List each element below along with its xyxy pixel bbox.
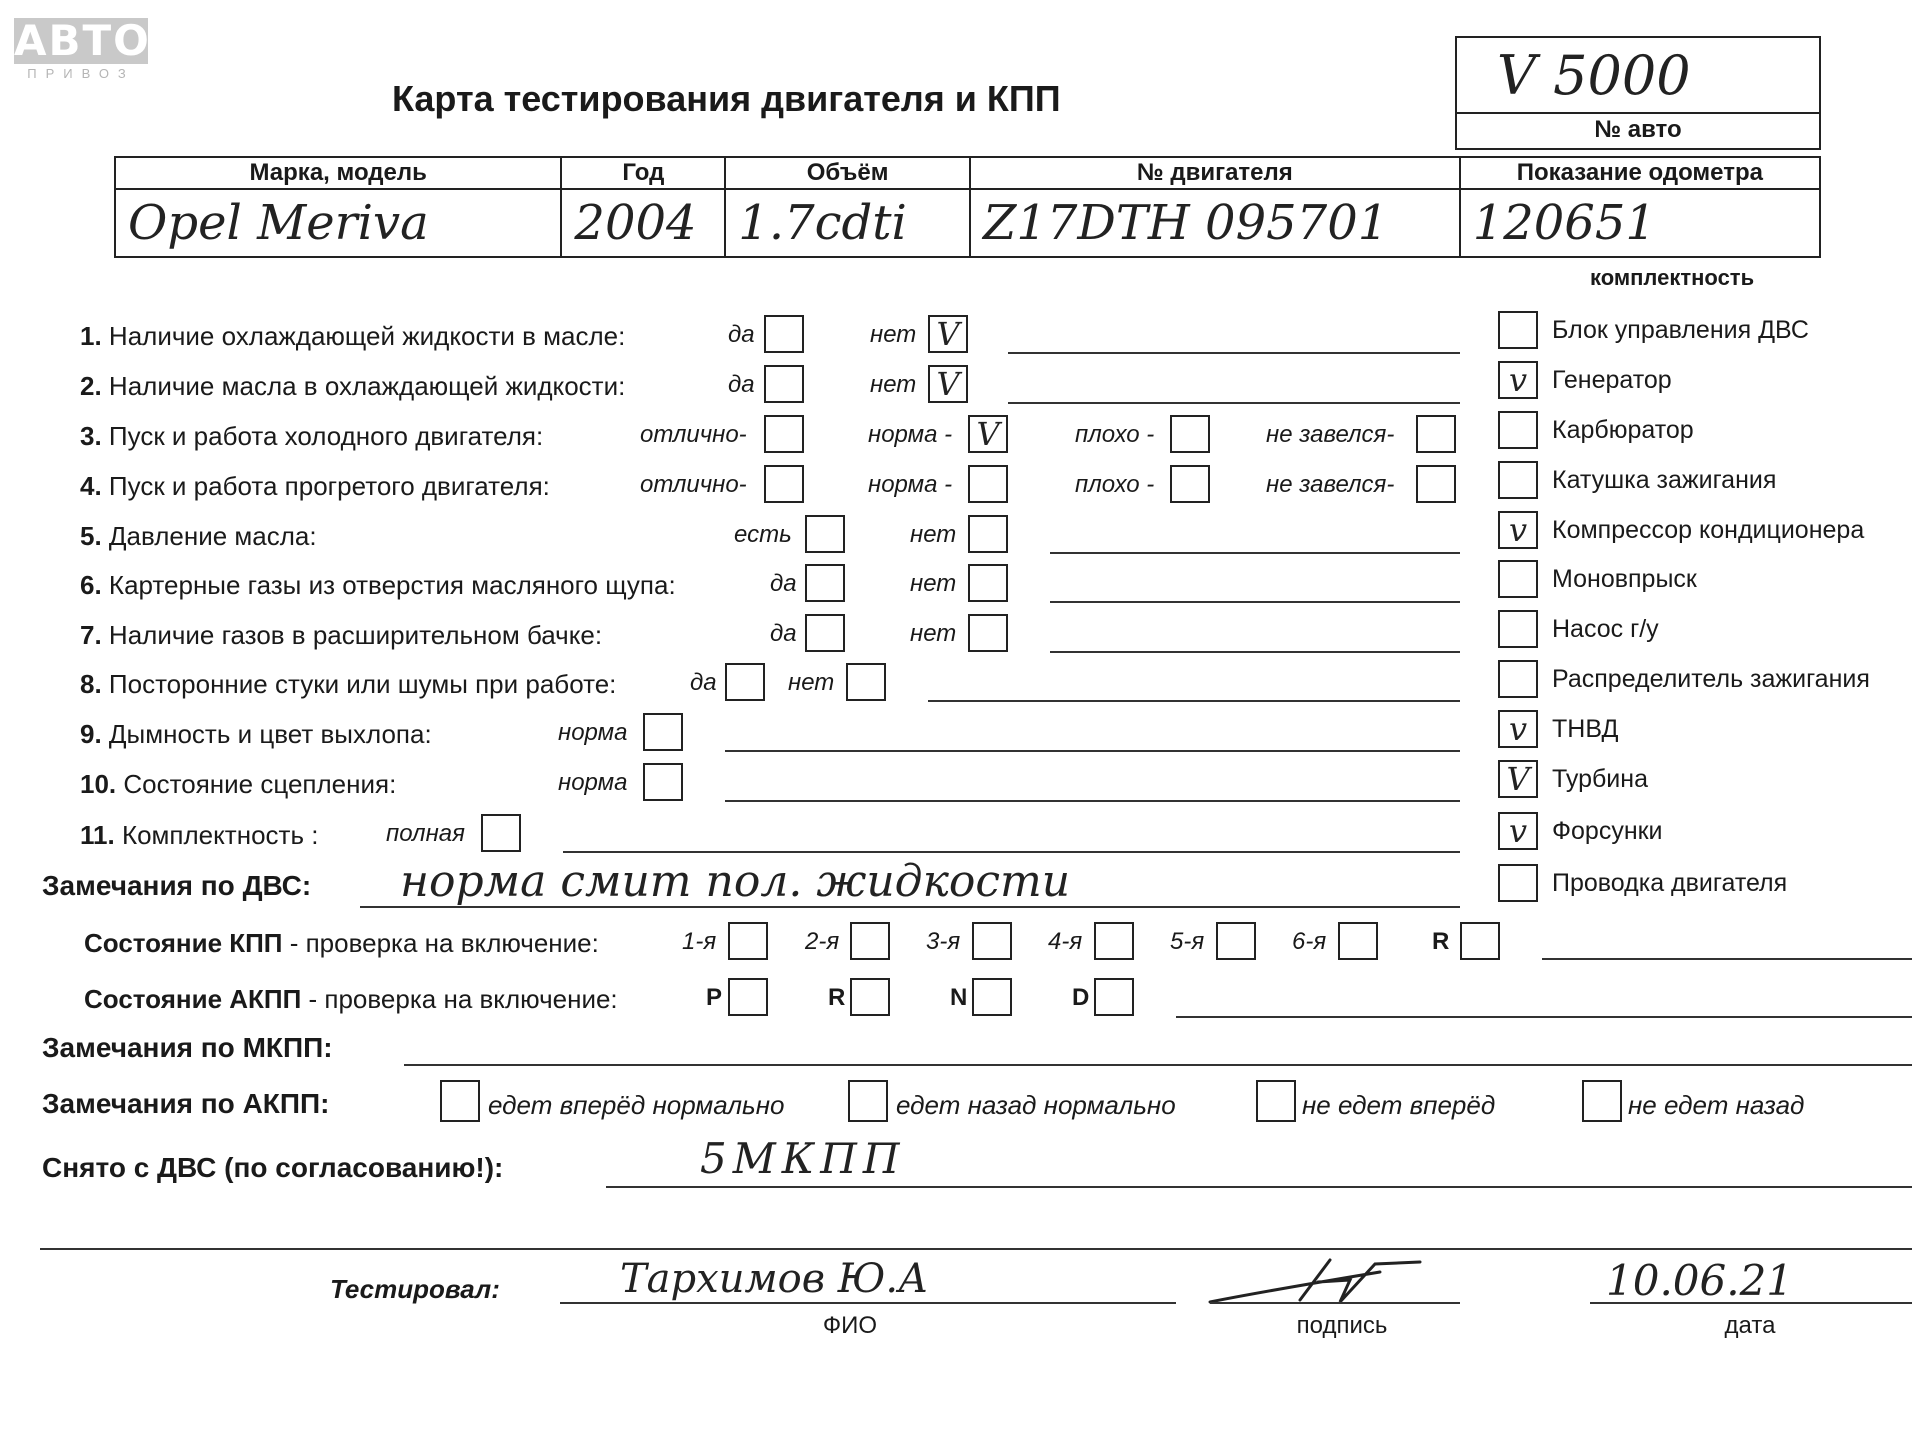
- checkbox-yes[interactable]: [805, 515, 845, 553]
- completeness-item-ignition-coil: Катушка зажигания: [1552, 466, 1777, 494]
- checkbox-injectors[interactable]: v: [1498, 812, 1538, 850]
- checkbox-ac-compressor[interactable]: v: [1498, 511, 1538, 549]
- checkbox-gear-3[interactable]: [972, 922, 1012, 960]
- checklist-row-7: [80, 620, 602, 651]
- checkbox-gear-5[interactable]: [1216, 922, 1256, 960]
- option-label: норма: [558, 719, 628, 746]
- completeness-title: комплектность: [1590, 265, 1755, 290]
- vehicle-info-table: [114, 156, 1821, 258]
- caption-signature: подпись: [1296, 1312, 1388, 1339]
- remarks-line: [360, 906, 1460, 908]
- checkbox-ecu[interactable]: [1498, 311, 1538, 349]
- checkbox-no[interactable]: [846, 663, 886, 701]
- checklist-row-9: [80, 719, 432, 750]
- checkbox-not-started[interactable]: [1416, 465, 1456, 503]
- checkbox-injection-pump[interactable]: v: [1498, 710, 1538, 748]
- column-header-volume: Объём: [725, 157, 970, 189]
- row-label: Дымность и цвет выхлопа:: [108, 719, 432, 749]
- checkbox-gear-6[interactable]: [1338, 922, 1378, 960]
- checkbox-gear-r[interactable]: [1460, 922, 1500, 960]
- remarks-line: [1050, 651, 1460, 653]
- checkbox-normal[interactable]: [643, 763, 683, 801]
- gear-label-p: P: [706, 984, 723, 1011]
- gear-label-5: 5-я: [1170, 928, 1205, 955]
- checkbox-normal[interactable]: [643, 713, 683, 751]
- checkbox-no[interactable]: [968, 564, 1008, 602]
- remarks-line: [1542, 958, 1912, 960]
- option-label: да: [728, 371, 755, 398]
- completeness-item-turbo: Турбина: [1552, 765, 1648, 793]
- checkbox-turbo[interactable]: V: [1498, 760, 1538, 798]
- column-header-year: Год: [561, 157, 725, 189]
- signature-line: [1210, 1302, 1460, 1304]
- make-model-value: Opel Meriva: [115, 189, 561, 257]
- option-label: отлично-: [640, 471, 747, 498]
- row-label: Комплектность :: [121, 820, 319, 850]
- row-label: Состояние сцепления:: [123, 769, 397, 799]
- completeness-item-engine-wiring: Проводка двигателя: [1552, 869, 1788, 897]
- row-number: 9.: [80, 719, 102, 749]
- odometer-value: 120651: [1460, 189, 1820, 257]
- row-number: 8.: [80, 669, 102, 699]
- row-label: Пуск и работа холодного двигателя:: [108, 421, 544, 451]
- checkbox-generator[interactable]: v: [1498, 361, 1538, 399]
- checkbox-normal[interactable]: V: [968, 415, 1008, 453]
- option-label: норма -: [868, 471, 953, 498]
- option-label: отлично-: [640, 421, 747, 448]
- checkbox-distributor[interactable]: [1498, 660, 1538, 698]
- checkbox-ignition-coil[interactable]: [1498, 461, 1538, 499]
- label-bold: Состояние АКПП: [84, 984, 302, 1014]
- option-label: да: [770, 620, 797, 647]
- option-label: да: [770, 570, 797, 597]
- row-number: 3.: [80, 421, 102, 451]
- option-label: полная: [386, 820, 465, 847]
- option-label: нет: [788, 669, 835, 696]
- checkbox-excellent[interactable]: [764, 415, 804, 453]
- completeness-item-distributor: Распределитель зажигания: [1552, 665, 1870, 693]
- row-number: 6.: [80, 570, 102, 600]
- checkbox-yes[interactable]: [764, 315, 804, 353]
- row-label: Наличие масла в охлаждающей жидкости:: [108, 371, 626, 401]
- checkbox-gear-p[interactable]: [728, 978, 768, 1016]
- option-label: нет: [870, 371, 917, 398]
- checkbox-bad[interactable]: [1170, 465, 1210, 503]
- checkbox-full[interactable]: [481, 814, 521, 852]
- page-title: Карта тестирования двигателя и КПП: [392, 78, 1061, 119]
- row-label: Картерные газы из отверстия масляного щупа:: [108, 570, 676, 600]
- gear-label-n: N: [950, 984, 968, 1011]
- completeness-item-injection-pump: ТНВД: [1552, 715, 1619, 743]
- completeness-item-ac-compressor: Компрессор кондиционера: [1552, 516, 1865, 544]
- checkbox-no[interactable]: [968, 515, 1008, 553]
- option-label: норма -: [868, 421, 953, 448]
- mkpp-remarks-label: Замечания по МКПП:: [42, 1032, 333, 1063]
- removed-value: 5МКПП: [700, 1134, 906, 1183]
- remarks-line: [1176, 1016, 1912, 1018]
- label-rest: - проверка на включение:: [282, 928, 599, 958]
- row-label: Давление масла:: [108, 521, 317, 551]
- remarks-line: [1050, 552, 1460, 554]
- completeness-item-power-steering-pump: Насос г/у: [1552, 615, 1659, 643]
- row-number: 5.: [80, 521, 102, 551]
- checkbox-no[interactable]: [968, 614, 1008, 652]
- row-number: 4.: [80, 471, 102, 501]
- checkbox-not-started[interactable]: [1416, 415, 1456, 453]
- checkbox-gear-1[interactable]: [728, 922, 768, 960]
- checkbox-engine-wiring[interactable]: [1498, 864, 1538, 902]
- checkbox-yes[interactable]: [725, 663, 765, 701]
- checkbox-yes[interactable]: [805, 564, 845, 602]
- checkbox-excellent[interactable]: [764, 465, 804, 503]
- option-label: есть: [734, 521, 792, 548]
- checklist-row-4: [80, 471, 550, 502]
- row-number: 7.: [80, 620, 102, 650]
- option-label: норма: [558, 769, 628, 796]
- checkbox-no[interactable]: V: [928, 365, 968, 403]
- column-header-engine-number: № двигателя: [970, 157, 1460, 189]
- completeness-item-mono-injection: Моновпрыск: [1552, 565, 1697, 593]
- divider: [40, 1248, 1912, 1250]
- divider: [1457, 112, 1819, 114]
- auto-number-box: [1455, 36, 1821, 150]
- checklist-row-2: [80, 371, 625, 402]
- completeness-item-injectors: Форсунки: [1552, 817, 1663, 845]
- engine-remarks-label: Замечания по ДВС:: [42, 870, 312, 901]
- engine-remarks-value: норма смит пол. жидкости: [400, 856, 1071, 907]
- checkbox-yes[interactable]: [764, 365, 804, 403]
- caption-date: дата: [1724, 1312, 1776, 1339]
- remarks-line: [606, 1186, 1912, 1188]
- row-number: 11.: [80, 820, 115, 850]
- checkbox-normal[interactable]: [968, 465, 1008, 503]
- remarks-line: [928, 700, 1460, 702]
- auto-number-value: V 5000: [1497, 44, 1691, 107]
- checkbox-yes[interactable]: [805, 614, 845, 652]
- checkbox-bad[interactable]: [1170, 415, 1210, 453]
- option-label: нет: [870, 321, 917, 348]
- checkbox-carburetor[interactable]: [1498, 411, 1538, 449]
- completeness-item-generator: Генератор: [1552, 366, 1672, 394]
- auto-number-label: № авто: [1594, 116, 1682, 143]
- date-line: [1590, 1302, 1912, 1304]
- row-number: 2.: [80, 371, 102, 401]
- gear-label-2: 2-я: [805, 928, 840, 955]
- caption-name: ФИО: [822, 1312, 878, 1339]
- gear-label-r: R: [828, 984, 846, 1011]
- akpp-option-label: едет вперёд нормально: [488, 1090, 785, 1120]
- remarks-line: [1008, 402, 1460, 404]
- row-label: Наличие газов в расширительном бачке:: [108, 620, 603, 650]
- engine-number-value: Z17DTH 095701: [970, 189, 1460, 257]
- column-header-odometer: Показание одометра: [1460, 157, 1820, 189]
- tested-label: Тестировал:: [330, 1274, 500, 1304]
- checklist-row-10: [80, 769, 396, 800]
- akpp-option-label: не едет вперёд: [1302, 1090, 1496, 1120]
- checkbox-gear-d[interactable]: [1094, 978, 1134, 1016]
- label-rest: - проверка на включение:: [301, 984, 618, 1014]
- checkbox-no[interactable]: V: [928, 315, 968, 353]
- option-label: не завелся-: [1266, 421, 1395, 448]
- gear-label-d: D: [1072, 984, 1090, 1011]
- option-label: да: [690, 669, 717, 696]
- remarks-line: [1050, 601, 1460, 603]
- label-bold: Состояние КПП: [84, 928, 283, 958]
- remarks-line: [563, 851, 1460, 853]
- remarks-line: [725, 800, 1460, 802]
- row-label: Наличие охлаждающей жидкости в масле:: [108, 321, 626, 351]
- akpp-option-label: едет назад нормально: [896, 1090, 1176, 1120]
- logo-subtitle: ПРИВОЗ: [27, 66, 135, 81]
- name-line: [560, 1302, 1176, 1304]
- remarks-line: [725, 750, 1460, 752]
- test-date: 10.06.21: [1606, 1256, 1794, 1305]
- checkbox-forward-normal[interactable]: [440, 1080, 480, 1122]
- remarks-line: [1008, 352, 1460, 354]
- option-label: плохо -: [1075, 421, 1155, 448]
- checklist-row-6: [80, 570, 676, 601]
- gear-label-4: 4-я: [1048, 928, 1083, 955]
- checkbox-gear-2[interactable]: [850, 922, 890, 960]
- completeness-item-ecu: Блок управления ДВС: [1552, 316, 1809, 344]
- option-label: нет: [910, 570, 957, 597]
- checklist-row-8: [80, 669, 616, 700]
- row-label: Пуск и работа прогретого двигателя:: [108, 471, 550, 501]
- option-label: нет: [910, 620, 957, 647]
- option-label: плохо -: [1075, 471, 1155, 498]
- checkbox-reverse-normal[interactable]: [848, 1080, 888, 1122]
- checklist-row-1: [80, 321, 625, 352]
- removed-label: Снято с ДВС (по согласованию!):: [42, 1152, 504, 1183]
- akpp-check-label: [84, 984, 618, 1015]
- akpp-remarks-label: Замечания по АКПП:: [42, 1088, 330, 1119]
- gear-label-1: 1-я: [682, 928, 717, 955]
- row-label: Посторонние стуки или шумы при работе:: [108, 669, 617, 699]
- akpp-option-label: не едет назад: [1628, 1090, 1805, 1120]
- checklist-row-11: [80, 820, 318, 851]
- tester-name: Тархимов Ю.А: [620, 1256, 929, 1302]
- kpp-check-label: [84, 928, 599, 959]
- checkbox-gear-n[interactable]: [972, 978, 1012, 1016]
- checkbox-no-reverse[interactable]: [1582, 1080, 1622, 1122]
- option-label: нет: [910, 521, 957, 548]
- gear-label-r: R: [1432, 928, 1450, 955]
- logo: АВТО: [14, 16, 151, 65]
- checklist-row-3: [80, 421, 543, 452]
- checkbox-power-steering-pump[interactable]: [1498, 610, 1538, 648]
- option-label: не завелся-: [1266, 471, 1395, 498]
- checkbox-gear-4[interactable]: [1094, 922, 1134, 960]
- row-number: 1.: [80, 321, 102, 351]
- remarks-line: [404, 1064, 1912, 1066]
- gear-label-6: 6-я: [1292, 928, 1327, 955]
- checklist-row-5: [80, 521, 317, 552]
- checkbox-no-forward[interactable]: [1256, 1080, 1296, 1122]
- checkbox-gear-r[interactable]: [850, 978, 890, 1016]
- checkbox-mono-injection[interactable]: [1498, 560, 1538, 598]
- completeness-item-carburetor: Карбюратор: [1552, 416, 1694, 444]
- row-number: 10.: [80, 769, 117, 799]
- column-header-make-model: Марка, модель: [115, 157, 561, 189]
- option-label: да: [728, 321, 755, 348]
- year-value: 2004: [561, 189, 725, 257]
- gear-label-3: 3-я: [926, 928, 961, 955]
- volume-value: 1.7cdti: [725, 189, 970, 257]
